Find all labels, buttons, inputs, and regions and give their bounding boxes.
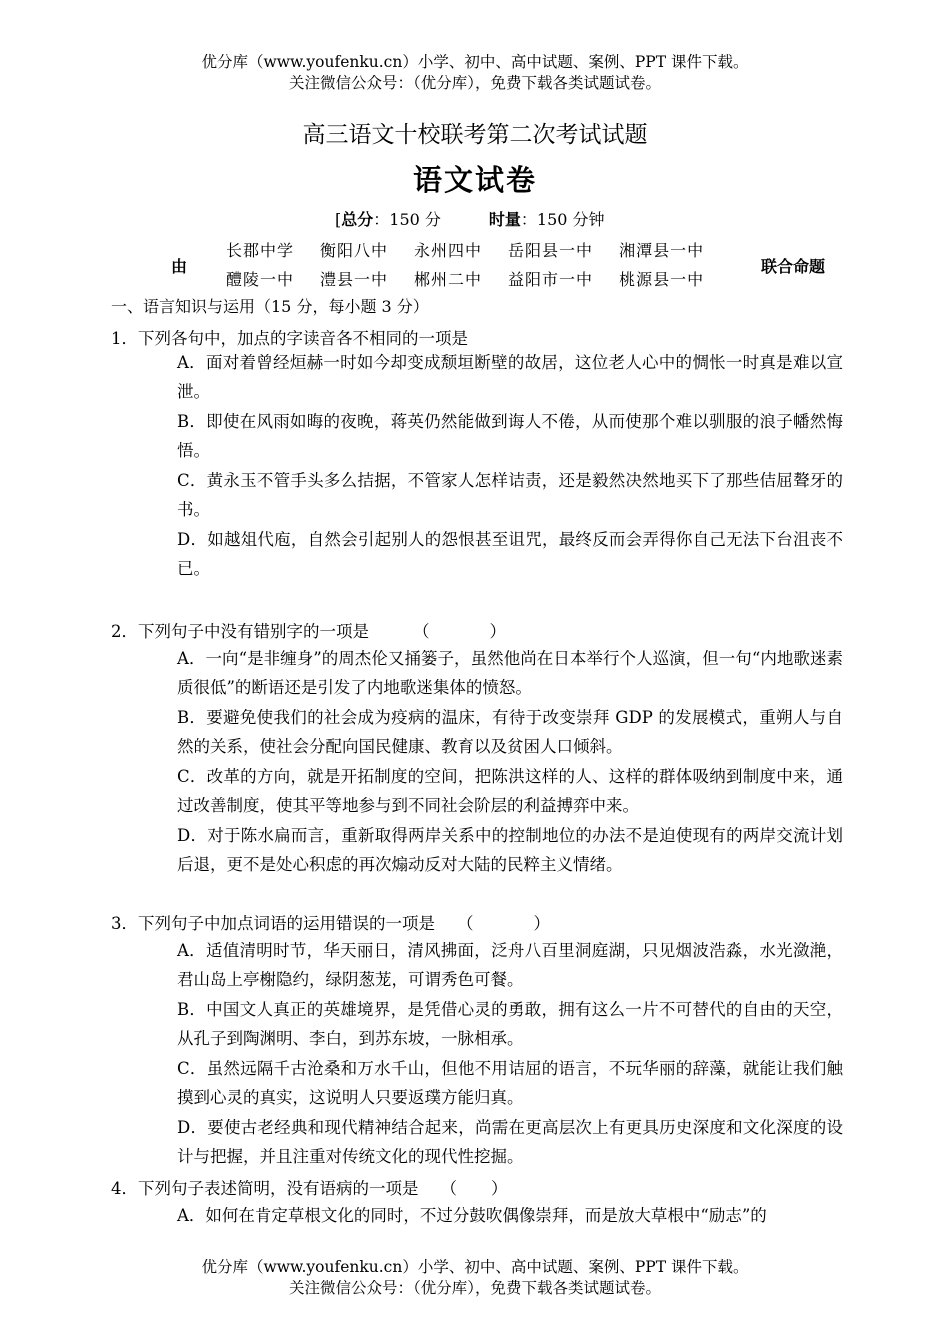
header-line-2: 关注微信公众号：（优分库），免费下载各类试题试卷。 [288,74,661,92]
answer-paren-close: ） [491,1179,508,1198]
answer-paren-open: （ [457,914,474,933]
answer-paren-open: （ [413,622,430,641]
question-3-option-b: B．中国文人真正的英雄境界，是凭借心灵的勇敢，拥有这么一片不可替代的自由的天空，从孔子到陶渊明、李白，到苏东坡，一脉相承。 [177,1000,843,1048]
total-score-label: 总分 [341,210,374,229]
question-1-option-b: B．即使在风雨如晦的夜晚，蒋英仍然能做到诲人不倦，从而使那个难以驯服的浪子幡然悔悟。 [177,412,843,460]
school: 益阳市一中 [508,270,594,289]
school: 澧县一中 [320,270,389,289]
exam-subtitle: 语文试卷 [412,163,537,197]
answer-paren-close: ） [489,622,506,641]
question-1-option-a: A．面对着曾经烜赫一时如今却变成颓垣断壁的故居，这位老人心中的惆怅一时真是难以宣泄。 [177,353,843,401]
makers-suffix: 联合命题 [761,257,826,276]
school: 湘潭县一中 [619,241,705,260]
school: 醴陵一中 [226,270,295,289]
question-1-stem: 1．下列各句中，加点的字读音各不相同的一项是 [111,329,468,348]
footer-watermark [0,1257,950,1299]
school: 郴州二中 [414,270,483,289]
total-score-value: ：150 分 [373,210,441,229]
header-line-1: 优分库（www.youfenku.cn）小学、初中、高中试题、案例、PPT 课件下载。 [201,53,749,71]
schools-row-1 [226,238,730,261]
school: 桃源县一中 [619,270,705,289]
question-3-option-a: A．适值清明时节，华天丽日，清风拂面，泛舟八百里洞庭湖，只见烟波浩淼，水光潋滟，君山岛上亭榭隐约，绿阴葱茏，可谓秀色可餐。 [177,941,843,989]
question-2-option-a: A．一向“是非缠身”的周杰伦又捅篓子，虽然他尚在日本举行个人巡演，但一句“内地歌迷素质很低”的断语还是引发了内地歌迷集体的愤怒。 [177,649,843,697]
question-1-option-c: C．黄永玉不管手头多么拮据，不管家人怎样诘责，还是毅然决然地买下了那些佶屈聱牙的书。 [177,471,843,519]
duration-value: ：150 分钟 [520,210,605,229]
question-2-option-d: D．对于陈水扁而言，重新取得两岸关系中的控制地位的办法不是迫使现有的两岸交流计划后退，更不是处心积虑的再次煽动反对大陆的民粹主义情绪。 [177,826,843,874]
footer-line-2: 关注微信公众号：（优分库），免费下载各类试题试卷。 [288,1279,661,1297]
question-4-option-a: A．如何在肯定草根文化的同时，不过分鼓吹偶像崇拜，而是放大草根中“励志”的 [177,1206,767,1225]
school: 衡阳八中 [320,241,389,260]
question-3-option-d: D．要使古老经典和现代精神结合起来，尚需在更高层次上有更具历史深度和文化深度的设计与把握，并且注重对传统文化的现代性挖掘。 [177,1118,843,1166]
question-2-option-c: C．改革的方向，就是开拓制度的空间，把陈洪这样的人、这样的群体吸纳到制度中来，通过改善制度，使其平等地参与到不同社会阶层的利益搏弈中来。 [177,767,843,815]
meta-bracket: [ [335,210,342,229]
question-1-option-d: D．如越俎代庖，自然会引起别人的怨恨甚至诅咒，最终反而会弄得你自己无法下台沮丧不已。 [177,530,843,578]
duration-label: 时量 [488,210,521,229]
schools-row-2 [226,267,730,290]
exam-meta [335,207,605,230]
school: 永州四中 [414,241,483,260]
exam-title: 高三语文十校联考第二次考试试题 [302,122,648,148]
question-4-stem: 4．下列句子表述简明，没有语病的一项是 （ ） [111,1179,508,1198]
answer-paren-close: ） [533,914,550,933]
school: 长郡中学 [226,241,295,260]
makers-by: 由 [171,257,188,276]
header-watermark [0,52,950,94]
school: 岳阳县一中 [508,241,594,260]
section-heading: 一、语言知识与运用（15 分，每小题 3 分） [111,297,429,316]
answer-paren-open: （ [440,1179,457,1198]
footer-line-1: 优分库（www.youfenku.cn）小学、初中、高中试题、案例、PPT 课件下载。 [201,1258,749,1276]
question-3-stem: 3．下列句子中加点词语的运用错误的一项是 （ ） [111,914,550,933]
question-2-option-b: B．要避免使我们的社会成为疫病的温床，有待于改变崇拜 GDP 的发展模式，重朔人与自然的关系，使社会分配向国民健康、教育以及贫困人口倾斜。 [177,708,843,756]
question-2-stem: 2．下列句子中没有错别字的一项是 （ ） [111,622,506,641]
question-3-option-c: C．虽然远隔千古沧桑和万水千山，但他不用诘屈的语言，不玩华丽的辞藻，就能让我们触摸到心灵的真实，这说明人只要返璞方能归真。 [177,1059,843,1107]
